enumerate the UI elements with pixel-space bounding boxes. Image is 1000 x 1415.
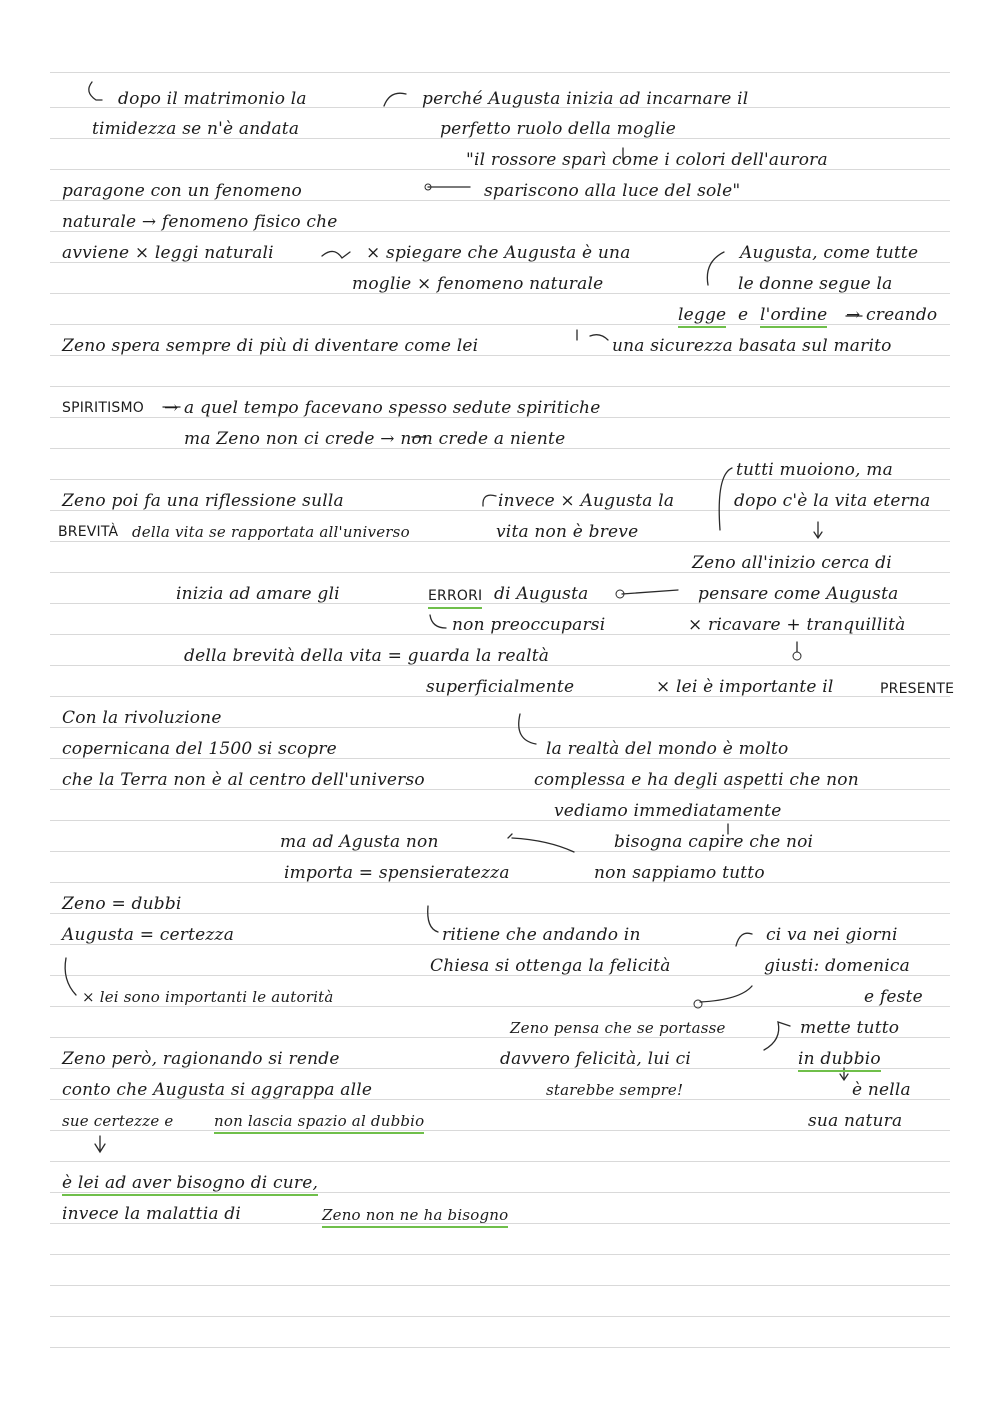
note-text: della brevità della vita = guarda la realtà	[184, 646, 550, 666]
note-text: avviene × leggi naturali	[62, 243, 274, 263]
note-text: complessa e ha degli aspetti che non	[534, 770, 859, 790]
note-text: è nella	[852, 1080, 911, 1100]
note-text: e	[738, 305, 749, 325]
note-text: ci va nei giorni	[766, 925, 898, 945]
note-text: "il rossore sparì come i colori dell'aurora	[466, 150, 828, 170]
note-text: invece × Augusta la	[498, 491, 675, 511]
note-text-underlined: è lei ad aver bisogno di cure,	[62, 1173, 318, 1196]
note-text: Augusta = certezza	[62, 925, 235, 945]
note-heading: SPIRITISMO	[62, 400, 144, 416]
note-text: × lei sono importanti le autorità	[82, 988, 334, 1006]
note-text: perché Augusta inizia ad incarnare il	[422, 89, 749, 109]
note-text: Zeno = dubbi	[62, 894, 182, 914]
note-text: le donne segue la	[738, 274, 893, 294]
note-text: spariscono alla luce del sole"	[484, 181, 741, 201]
note-text: sue certezze e	[62, 1112, 174, 1130]
note-text: sua natura	[808, 1111, 903, 1131]
note-text: copernicana del 1500 si scopre	[62, 739, 337, 759]
note-heading: BREVITÀ	[58, 524, 119, 540]
note-text: timidezza se n'è andata	[92, 119, 300, 139]
note-text: inizia ad amare gli	[176, 584, 340, 604]
note-text: × ricavare + tranquillità	[688, 615, 906, 635]
note-text: della vita se rapportata all'universo	[132, 523, 410, 541]
note-text: tutti muoiono, ma	[736, 460, 893, 480]
note-text-underlined: in dubbio	[798, 1049, 881, 1072]
note-text: Chiesa si ottenga la felicità	[430, 956, 671, 976]
note-text: una sicurezza basata sul marito	[612, 336, 892, 356]
note-text: bisogna capire che noi	[614, 832, 814, 852]
note-text-underlined: Zeno non ne ha bisogno	[322, 1205, 508, 1228]
note-text: × spiegare che Augusta è una	[366, 243, 631, 263]
note-text: ma Zeno non ci crede → non crede a niente	[184, 429, 566, 449]
note-text: dopo c'è la vita eterna	[734, 491, 931, 511]
note-text: ritiene che andando in	[442, 925, 641, 945]
note-text: moglie × fenomeno naturale	[352, 274, 604, 294]
note-text-underlined: non lascia spazio al dubbio	[214, 1111, 424, 1134]
note-heading: PRESENTE	[880, 681, 955, 697]
note-text: importa = spensieratezza	[284, 863, 510, 883]
note-text: mette tutto	[800, 1018, 900, 1038]
note-text: starebbe sempre!	[546, 1081, 684, 1099]
note-text: non sappiamo tutto	[594, 863, 765, 883]
note-text: pensare come Augusta	[698, 584, 899, 604]
note-text: × lei è importante il	[656, 677, 834, 697]
note-text: → a quel tempo facevano spesso sedute spiritiche	[164, 398, 601, 418]
note-text: Zeno spera sempre di più di diventare come lei	[62, 336, 479, 356]
note-text: la realtà del mondo è molto	[546, 739, 789, 759]
note-text-underlined: legge	[678, 305, 726, 328]
note-text: naturale → fenomeno fisico che	[62, 212, 338, 232]
note-text: Zeno però, ragionando si rende	[62, 1049, 340, 1069]
note-text: invece la malattia di	[62, 1204, 241, 1224]
note-text: non preoccuparsi	[452, 615, 606, 635]
note-text: davvero felicità, lui ci	[500, 1049, 691, 1069]
note-text: ma ad Agusta non	[280, 832, 439, 852]
note-text: → creando	[846, 305, 938, 325]
note-text: dopo il matrimonio la	[118, 89, 307, 109]
note-text: vediamo immediatamente	[554, 801, 782, 821]
note-text: di Augusta	[494, 584, 589, 604]
note-text: conto che Augusta si aggrappa alle	[62, 1080, 373, 1100]
note-text: Con la rivoluzione	[62, 708, 222, 728]
note-text: giusti: domenica	[764, 956, 910, 976]
note-text: Zeno pensa che se portasse	[510, 1019, 726, 1037]
note-text: e feste	[864, 987, 923, 1007]
note-text: Augusta, come tutte	[740, 243, 919, 263]
note-text: che la Terra non è al centro dell'universo	[62, 770, 425, 790]
note-text: Zeno poi fa una riflessione sulla	[62, 491, 344, 511]
note-text-underlined: l'ordine	[760, 305, 827, 328]
note-text: perfetto ruolo della moglie	[440, 119, 677, 139]
note-heading-underlined: ERRORI	[428, 586, 482, 609]
note-text: paragone con un fenomeno	[62, 181, 302, 201]
note-text: vita non è breve	[496, 522, 639, 542]
note-text: superficialmente	[426, 677, 575, 697]
note-text: Zeno all'inizio cerca di	[692, 553, 892, 573]
